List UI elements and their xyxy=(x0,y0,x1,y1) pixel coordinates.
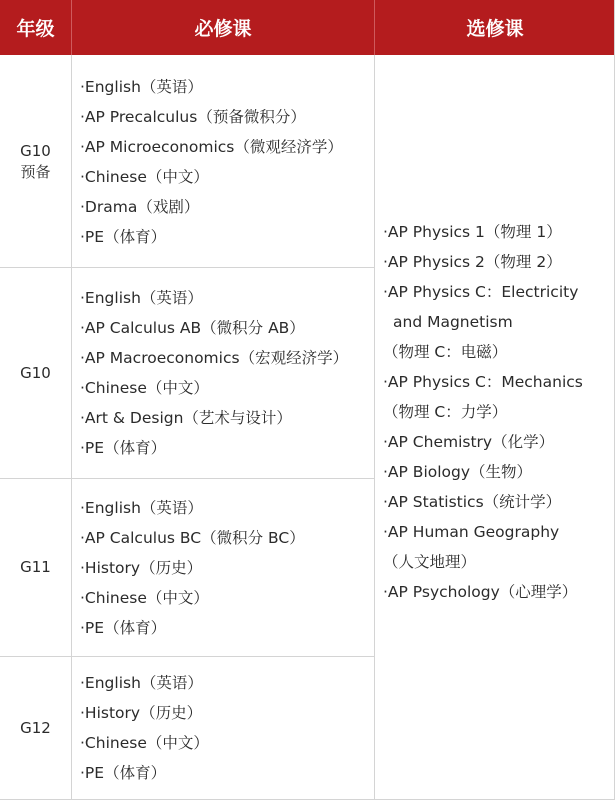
course-item: ·AP Macroeconomics（宏观经济学） xyxy=(80,349,349,367)
course-item: ·History（历史） xyxy=(80,704,203,722)
course-item: ·English（英语） xyxy=(80,78,203,96)
elective-item: ·AP Psychology（心理学） xyxy=(383,583,578,601)
elective-item-continued: and Magnetism xyxy=(393,313,513,331)
elective-item: ·AP Physics 2（物理 2） xyxy=(383,253,562,271)
elective-item: ·AP Physics 1（物理 1） xyxy=(383,223,562,241)
course-item: ·English（英语） xyxy=(80,289,203,307)
course-item: ·PE（体育） xyxy=(80,764,167,782)
elective-item: ·AP Human Geography xyxy=(383,523,560,541)
elective-item: ·AP Physics C：Mechanics xyxy=(383,373,583,391)
course-item: ·AP Microeconomics（微观经济学） xyxy=(80,138,343,156)
grade-label: G10 xyxy=(20,363,51,382)
grade-label: G12 xyxy=(20,718,51,737)
course-item: ·Chinese（中文） xyxy=(80,589,209,607)
grade-label-sub: 预备 xyxy=(20,162,51,181)
elective-item: ·AP Statistics（统计学） xyxy=(383,493,562,511)
course-item: ·Drama（戏剧） xyxy=(80,198,200,216)
required-list-g11 xyxy=(80,493,372,643)
grade-cell-g10 xyxy=(0,268,71,478)
elective-item: ·AP Physics C：Electricity xyxy=(383,283,579,301)
elective-list xyxy=(383,217,613,607)
elective-item-continued: （物理 C：电磁） xyxy=(383,343,508,361)
course-item: ·English（英语） xyxy=(80,674,203,692)
required-list-g10 xyxy=(80,283,372,463)
header-divider-2 xyxy=(374,0,375,55)
course-item: ·PE（体育） xyxy=(80,228,167,246)
course-item: ·AP Calculus BC（微积分 BC） xyxy=(80,529,305,547)
elective-item: ·AP Chemistry（化学） xyxy=(383,433,555,451)
column-divider-2 xyxy=(374,0,375,800)
course-item: ·AP Precalculus（预备微积分） xyxy=(80,108,306,126)
header-grade: 年级 xyxy=(0,0,71,55)
course-item: ·AP Calculus AB（微积分 AB） xyxy=(80,319,305,337)
elective-item-continued: （物理 C：力学） xyxy=(383,403,508,421)
header-divider-1 xyxy=(71,0,72,55)
course-item: ·History（历史） xyxy=(80,559,203,577)
course-item: ·Chinese（中文） xyxy=(80,379,209,397)
course-item: ·Chinese（中文） xyxy=(80,168,209,186)
elective-item: ·AP Biology（生物） xyxy=(383,463,533,481)
course-item: ·PE（体育） xyxy=(80,619,167,637)
grade-cell-g11 xyxy=(0,479,71,656)
elective-item-continued: （人文地理） xyxy=(383,553,477,571)
grade-label: G10 xyxy=(20,141,51,160)
required-list-g10-prep xyxy=(80,72,372,252)
column-divider-1 xyxy=(71,0,72,800)
course-item: ·English（英语） xyxy=(80,499,203,517)
course-item: ·Art & Design（艺术与设计） xyxy=(80,409,292,427)
course-item: ·Chinese（中文） xyxy=(80,734,209,752)
grade-cell-g12 xyxy=(0,657,71,799)
grade-cell-g10-prep xyxy=(0,56,71,267)
grade-label: G11 xyxy=(20,558,51,576)
required-list-g12 xyxy=(80,668,372,788)
header-elective: 选修课 xyxy=(375,0,615,55)
course-item: ·PE（体育） xyxy=(80,439,167,457)
header-required: 必修课 xyxy=(72,0,374,55)
